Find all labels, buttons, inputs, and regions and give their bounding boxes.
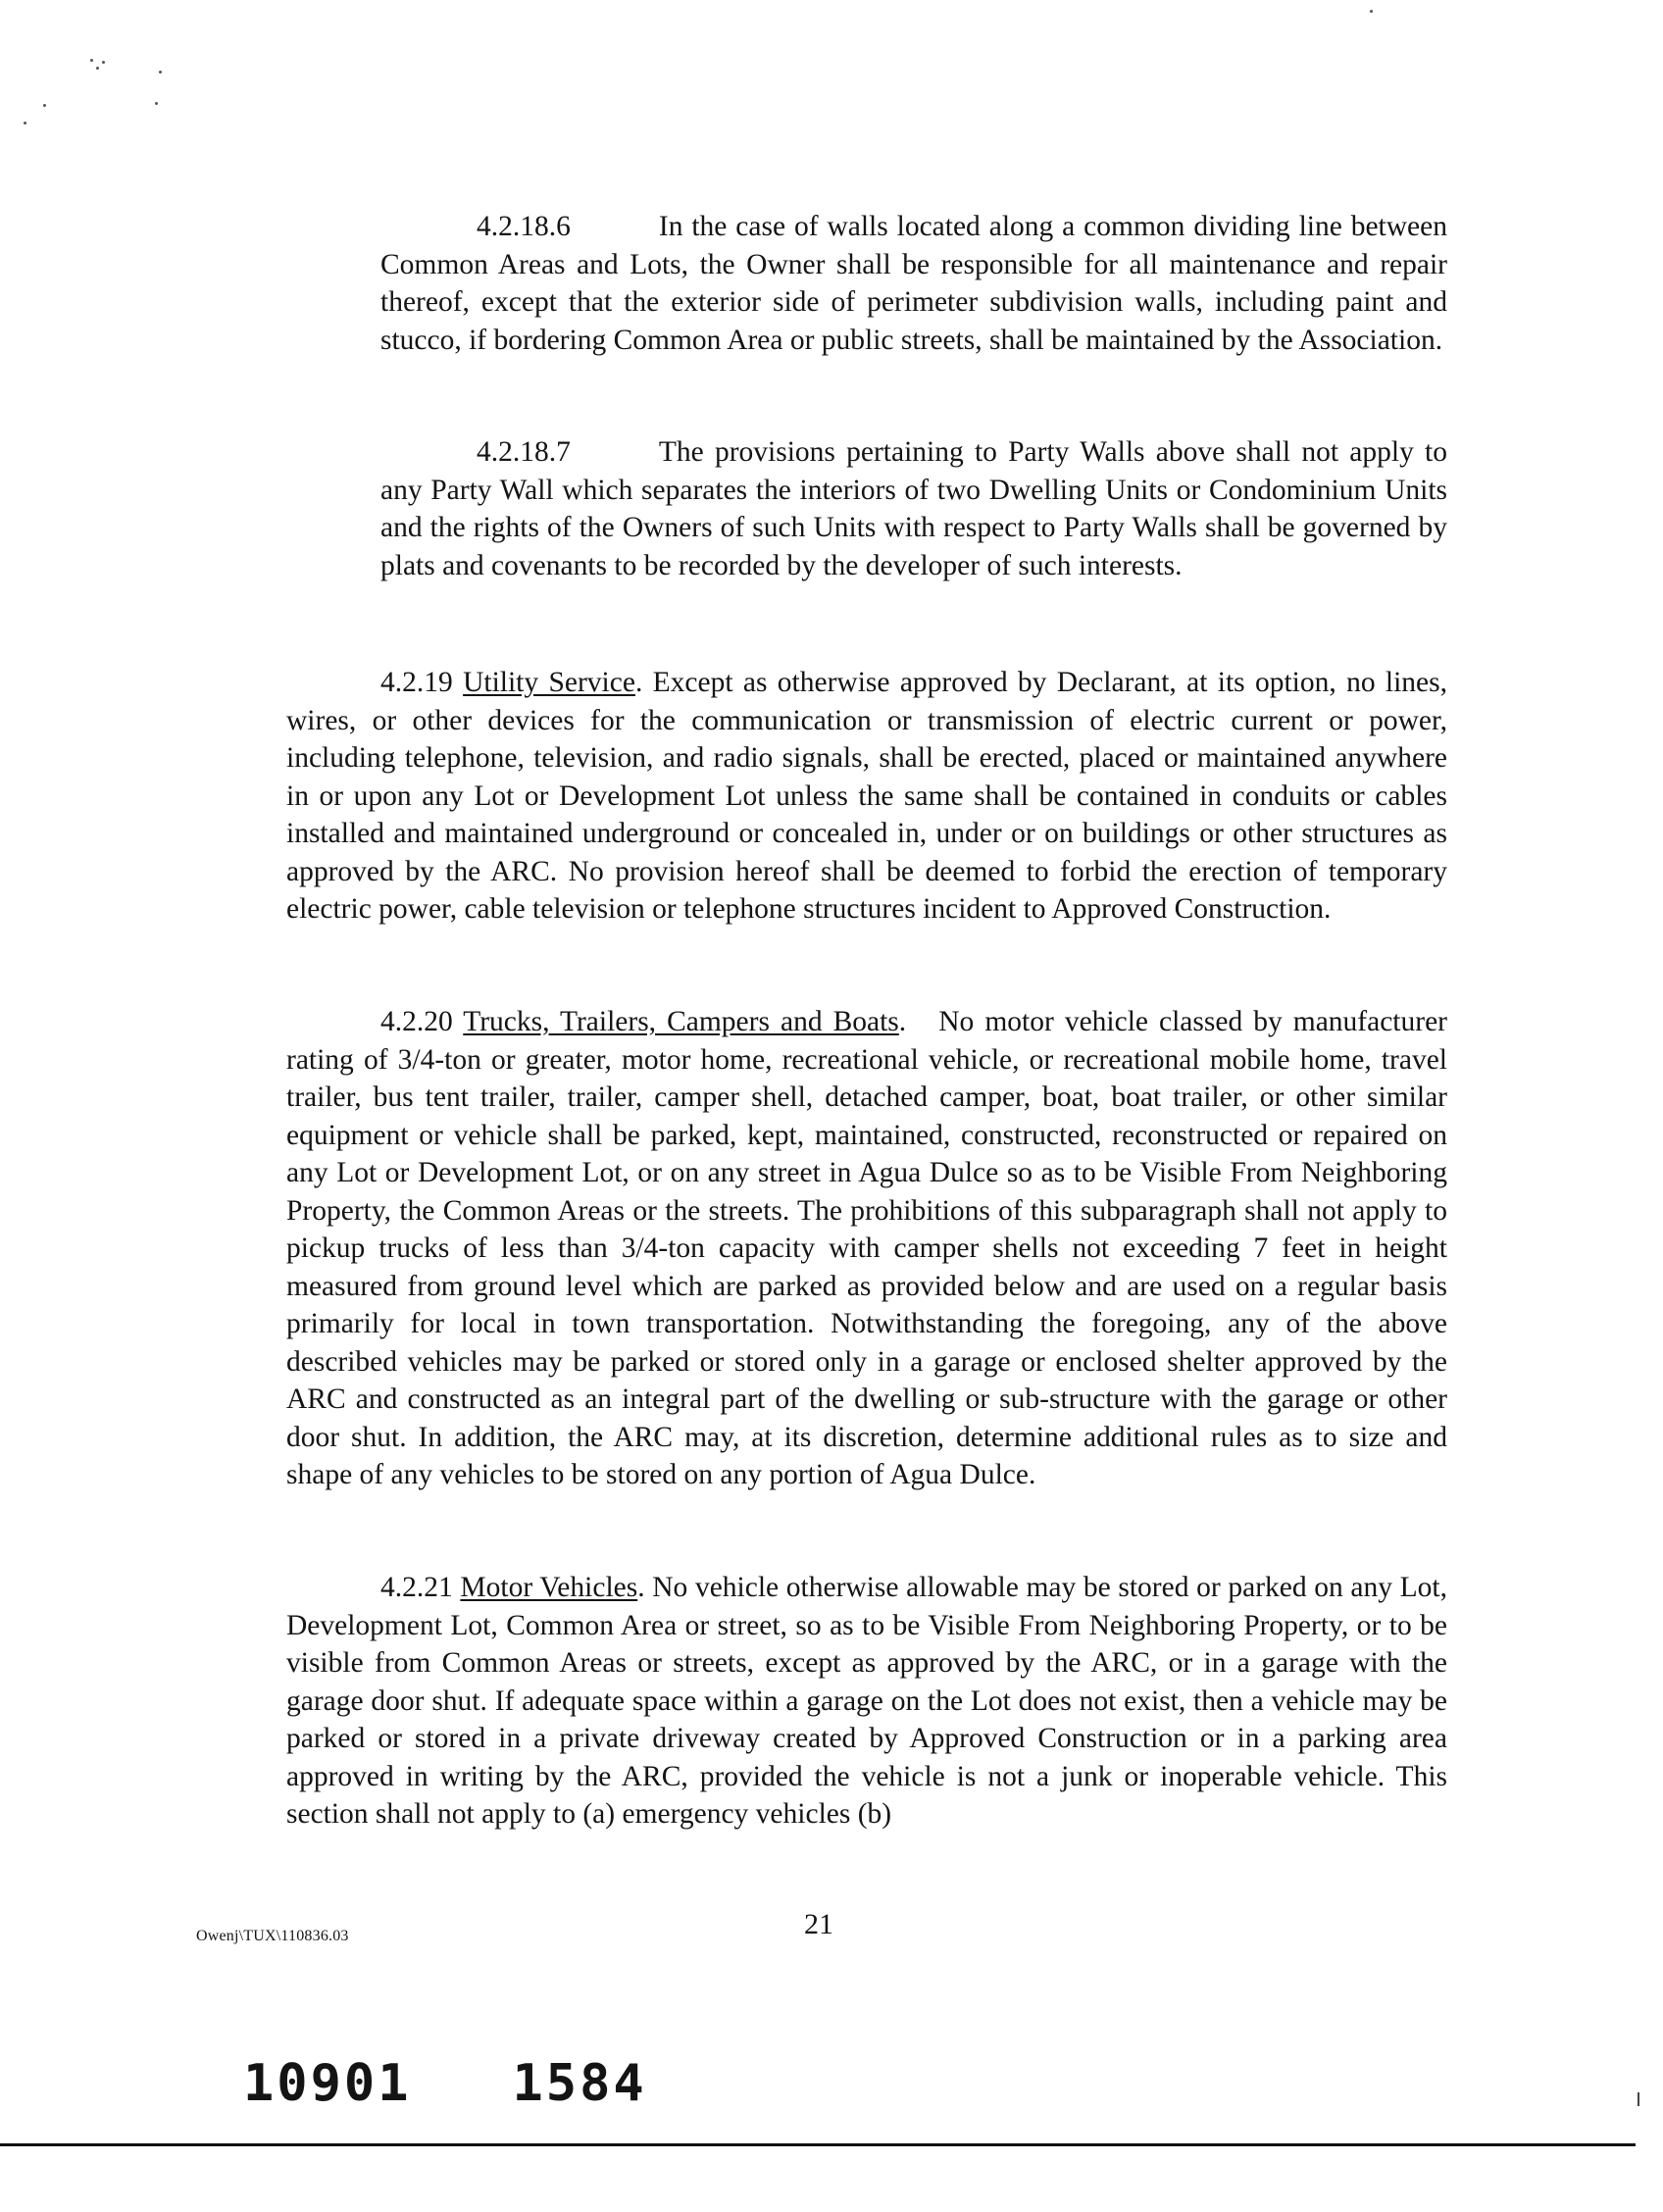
section-text: The provisions pertaining to Party Walls above shall not apply to any Party Wall which separates the interiors of two Dwelling Units or Condominium Units and the rights of the Owners of such Units with respect to Party Walls shall be governed by plats and covenants to be recorded by the developer of such interests. [380,436,1447,581]
section-text: In the case of walls located along a common dividing line between Common Areas and Lots, the Owner shall be responsible for all maintenance and repair thereof, except that the exterior side of perimeter subdivision walls, including paint and stucco, if bordering Common Area or public streets, shall be maintained by the Association. [380,211,1447,356]
paragraph-4-2-19: 4.2.19 Utility Service. Except as otherwise approved by Declarant, at its option, no lines, wires, or other devices for the communication or transmission of electric current or power, including telephone, television, and radio signals, shall be erected, placed or maintained anywhere in or upon any Lot or Development Lot unless the same shall be contained in conduits or cables installed and maintained underground or concealed in, under or on buildings or other structures as approved by the ARC. No provision hereof shall be deemed to forbid the erection of temporary electric power, cable television or telephone structures incident to Approved Construction. [286,667,1448,925]
scan-speck [96,67,99,70]
edge-mark [1638,2092,1639,2106]
section-number: 4.2.18.6 [477,211,571,242]
section-number: 4.2.19 [380,667,453,698]
section-heading: Motor Vehicles [460,1572,638,1603]
paragraph-4-2-20: 4.2.20 Trucks, Trailers, Campers and Boats. No motor vehicle classed by manufacturer rating of 3/4-ton or greater, motor home, recreational vehicle, or recreational mobile home, travel trailer, bus tent trailer, trailer, camper shell, detached camper, boat, boat trailer, or other similar equipment or vehicle shall be parked, kept, maintained, constructed, reconstructed or repaired on any Lot or Development Lot, or on any street in Agua Dulce so as to be Visible From Neighboring Property, the Common Areas or the streets. The prohibitions of this subparagraph shall not apply to pickup trucks of less than 3/4-ton capacity with camper shells not exceeding 7 feet in height measured from ground level which are parked as provided below and are used on a regular basis primarily for local in town transportation. Notwithstanding the foregoing, any of the above described vehicles may be parked or stored only in a garage or enclosed shelter approved by the ARC and constructed as an integral part of the dwelling or sub-structure with the garage or other door shut. In addition, the ARC may, at its discretion, determine additional rules as to size and shape of any vehicles to be stored on any portion of Agua Dulce. [286,1006,1447,1490]
paragraph-4-2-18-6 [380,208,1447,359]
scan-speck [159,71,162,74]
scan-speck [102,61,105,64]
section-number: 4.2.20 [380,1006,453,1037]
section-text: Except as otherwise approved by Declarant, at its option, no lines, wires, or other devices for the communication or transmission of electric current or power, including telephone, television, and radio signals, shall be erected, placed or maintained anywhere in or upon any Lot or Development Lot unless the same shall be contained in conduits or cables installed and maintained underground or concealed in, under or on buildings or other structures as approved by the ARC. No provision hereof shall be deemed to forbid the erection of temporary electric power, cable television or telephone structures incident to Approved Construction. [286,667,1448,925]
scan-speck [90,59,93,62]
section-heading: Utility Service [463,667,635,698]
footer-file-reference: Owenj\TUX\110836.03 [196,1928,349,1944]
bottom-rule [0,2143,1636,2146]
page-number: 21 [804,1908,833,1940]
scan-speck [155,102,158,105]
section-number: 4.2.18.7 [477,436,571,468]
paragraph-4-2-18-7 [380,433,1447,584]
section-text: No vehicle otherwise allowable may be stored or parked on any Lot, Development Lot, Common Area or street, so as to be Visible From Neighboring Property, or to be visible from Common Areas or streets, except as approved by the ARC, or in a garage with the garage door shut. If adequate space within a garage on the Lot does not exist, then a vehicle may be parked or stored in a private driveway created by Approved Construction or in a parking area approved in writing by the ARC, provided the vehicle is not a junk or inoperable vehicle. This section shall not apply to (a) emergency vehicles (b) [286,1572,1448,1830]
scan-speck [43,104,46,107]
section-text: No motor vehicle classed by manufacturer rating of 3/4-ton or greater, motor home, recreational vehicle, or recreational mobile home, travel trailer, bus tent trailer, trailer, camper shell, detached camper, boat, boat trailer, or other similar equipment or vehicle shall be parked, kept, maintained, constructed, reconstructed or repaired on any Lot or Development Lot, or on any street in Agua Dulce so as to be Visible From Neighboring Property, the Common Areas or the streets. The prohibitions of this subparagraph shall not apply to pickup trucks of less than 3/4-ton capacity with camper shells not exceeding 7 feet in height measured from ground level which are parked as provided below and are used on a regular basis primarily for local in town transportation. Notwithstanding the foregoing, any of the above described vehicles may be parked or stored only in a garage or enclosed shelter approved by the ARC and constructed as an integral part of the dwelling or sub-structure with the garage or other door shut. In addition, the ARC may, at its discretion, determine additional rules as to size and shape of any vehicles to be stored on any portion of Agua Dulce. [286,1006,1447,1490]
record-stamp: 10901 1584 [243,2054,647,2113]
section-number: 4.2.21 [380,1572,453,1603]
scan-speck [1370,10,1373,13]
paragraph-4-2-21: 4.2.21 Motor Vehicles. No vehicle otherwise allowable may be stored or parked on any Lot, Development Lot, Common Area or street, so as to be Visible From Neighboring Property, or to be visible from Common Areas or streets, except as approved by the ARC, or in a garage with the garage door shut. If adequate space within a garage on the Lot does not exist, then a vehicle may be parked or stored in a private driveway created by Approved Construction or in a parking area approved in writing by the ARC, provided the vehicle is not a junk or inoperable vehicle. This section shall not apply to (a) emergency vehicles (b) [286,1572,1448,1830]
scan-speck [24,122,26,125]
section-heading: Trucks, Trailers, Campers and Boats [463,1006,899,1037]
